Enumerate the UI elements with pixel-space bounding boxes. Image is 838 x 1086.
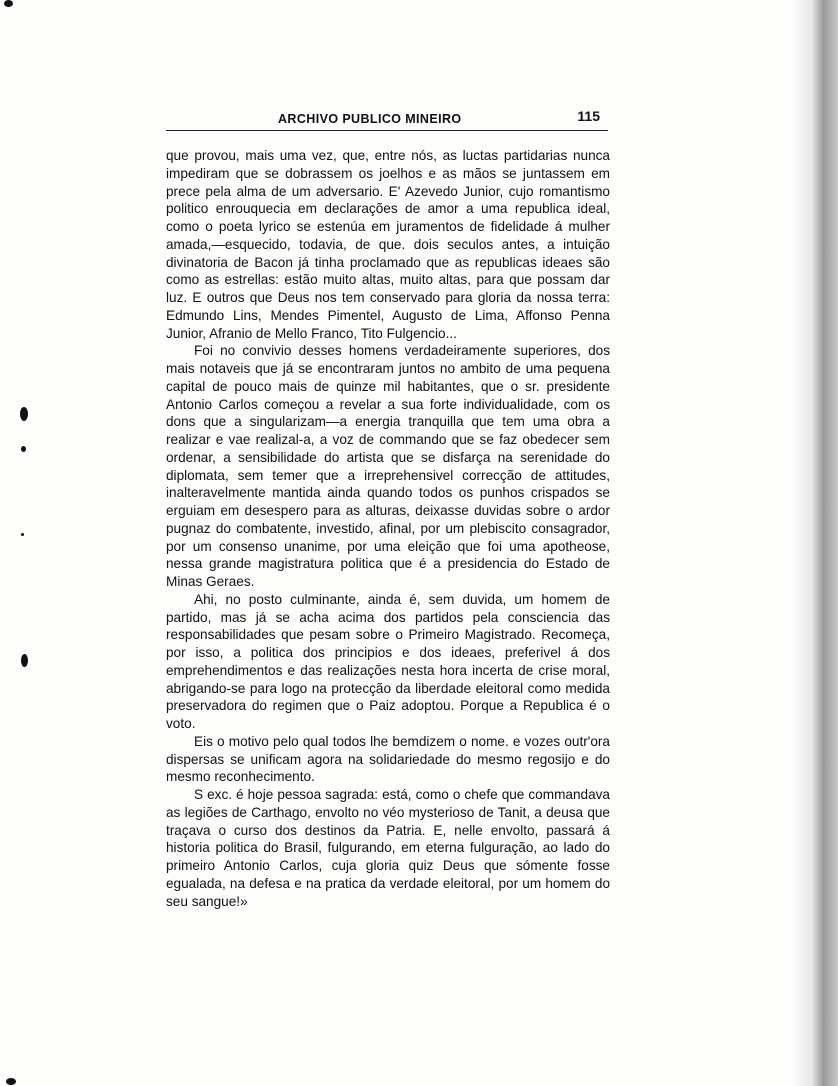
paragraph: S exc. é hoje pessoa sagrada: está, como o chefe que commandava as legiões de Carthago, envolto no véo mysterioso de Tanit, a deusa que traçava o curso dos destinos da Patria. E, nelle envolto, passará á historia politica do Brasil, fulgurando, em eterna fulguração, ao lado do primeiro Antonio Carlos, cuja gloria quiz Deus que sómente fosse egualada, na defesa e na pratica da verdade eleitoral, por um homem do seu sangue!» xyxy=(166,787,610,909)
page-edge-shadow xyxy=(790,0,838,1086)
ink-speck xyxy=(21,533,24,536)
body-text xyxy=(166,147,610,910)
running-header xyxy=(166,108,608,131)
paragraph: que provou, mais uma vez, que, entre nós, as luctas partidarias nunca impediram que se dobrassem os joelhos e as mãos se juntassem em prece pela alma de um adversario. E' Azevedo Junior, cujo romantismo politico enrouquecia em declarações de amor a uma republica ideal, como o poeta lyrico se estenúa em juramentos de fidelidade á mulher amada,—esquecido, todavia, de que. dois seculos antes, a intuição divinatoria de Bacon já tinha proclamado que as republicas ideaes são como as estrellas: estão muito altas, muito altas, para que possam dar luz. E outros que Deus nos tem conservado para gloria da nossa terra: Edmundo Lins, Mendes Pimentel, Augusto de Lima, Affonso Penna Junior, Afranio de Mello Franco, Tito Fulgencio... xyxy=(166,148,610,341)
ink-speck xyxy=(6,1078,16,1085)
paragraph: Eis o motivo pelo qual todos lhe bemdizem o nome. e vozes outr'ora dispersas se unificam agora na solidariedade do mesmo regosijo e do mesmo reconhecimento. xyxy=(166,733,610,785)
ink-speck xyxy=(21,654,28,667)
ink-speck xyxy=(20,407,28,421)
ink-speck xyxy=(21,446,26,452)
running-header-title: ARCHIVO PUBLICO MINEIRO xyxy=(278,112,462,126)
paragraph: Foi no convivio desses homens verdadeiramente superiores, dos mais notaveis que já se encontraram juntos no ambito de uma pequena capital de pouco mais de quinze mil habitantes, que o sr. presidente Antonio Carlos começou a revelar a sua forte individualidade, com os dons que a singularizam—a energia tranquilla que tem uma obra a realizar e vae realizal-a, a voz de commando que se faz obedecer sem ordenar, a sensibilidade do artista que se disfarça na serenidade do diplomata, sem temer que a irreprehensivel correcção de attitudes, inalteravelmente mantida ainda quando todos os punhos crispados se erguiam em desespero para as alturas, deixasse duvidas sobre o ardor pugnaz do combatente, investido, afinal, por um plebiscito consagrador, por um consenso unanime, por uma eleição que foi uma apotheose, nessa grande magistratura politica que é a presidencia do Estado de Minas Geraes. xyxy=(166,343,610,589)
paragraph: Ahi, no posto culminante, ainda é, sem duvida, um homem de partido, mas já se acha acima dos partidos pela consciencia das responsabilidades que pesam sobre o Primeiro Magistrado. Recomeça, por isso, a politica dos principios e dos ideaes, preferivel á dos emprehendimentos e das realizações nesta hora incerta de crise moral, abrigando-se para logo na protecção da liberdade eleitoral como medida preservadora do regimen que o Paiz adoptou. Porque a Republica é o voto. xyxy=(166,591,610,731)
page-number: 115 xyxy=(577,108,600,124)
ink-speck xyxy=(4,0,13,7)
